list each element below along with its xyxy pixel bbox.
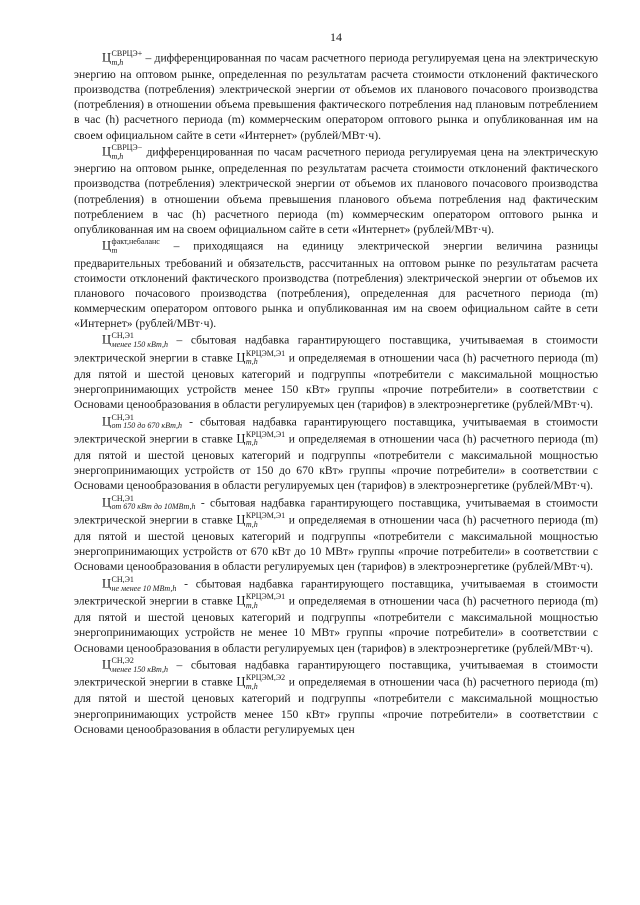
definition-text: – сбытовая надбавка гарантирующего поставщика, учитываемая в стоимости электрической энергии в ставке — [74, 333, 598, 364]
definition-text: – сбытовая надбавка гарантирующего поставщика, учитываемая в стоимости электрической энергии в ставке — [74, 658, 598, 689]
symbol-subscript: от 150 до 670 кВт,h — [111, 421, 183, 431]
symbol-subscript: менее 150 кВт,h — [111, 664, 168, 674]
symbol-base: Ц — [102, 332, 112, 347]
definition-text: – приходящаяся на единицу электрической энергии величина разницы предварительных требований и обязательств, рассчитанных на оптовом рынке по результатам расчета стоимости отклонений фактического производства (потребления) электрической энергии от объемов их планового почасового производства (потребления), определенная для расчетного периода (m) коммерческим оператором оптового рынка и опубликованная им на своем официальном сайте в сети «Интернет» (рублей/МВт·ч). — [74, 239, 598, 330]
definition-text: - сбытовая надбавка гарантирующего поставщика, учитываемая в стоимости электрической энергии в ставке — [74, 577, 598, 608]
symbol-base: Ц — [236, 512, 246, 527]
symbol-base: Ц — [236, 349, 246, 364]
symbol-base: Ц — [102, 50, 112, 65]
symbol-base: Ц — [102, 657, 112, 672]
price-symbol — [102, 657, 168, 674]
symbol-base: Ц — [236, 431, 246, 446]
symbol-superscript: СН,Э1 — [111, 493, 134, 503]
price-symbol — [102, 576, 176, 593]
definition-text: - сбытовая надбавка гарантирующего поставщика, учитываемая в стоимости электрической энергии в ставке — [74, 496, 598, 527]
symbol-superscript: КРЦЭМ,Э1 — [245, 592, 286, 602]
symbol-superscript: СВРЦЭ+ — [111, 49, 143, 58]
symbol-subscript: m,h — [111, 151, 124, 161]
symbol-base: Ц — [102, 238, 112, 253]
price-symbol — [102, 495, 195, 512]
symbol-subscript: m — [111, 245, 118, 255]
symbol-subscript: m,h — [245, 600, 258, 610]
price-symbol — [102, 144, 142, 161]
symbol-scripts — [246, 350, 285, 367]
price-symbol — [102, 414, 182, 431]
definition-text: и определяемая в отношении часа (h) расчетного периода (m) для пятой и шестой ценовых категорий и подгруппы «потребители с максимальной мощностью энергопринимающих устройств от 150 до 670 кВт» группы «прочие потребители» в соответствии с Основами ценообразования в области регулируемых цен (тарифов) в электроэнергетике (рублей/МВт·ч). — [74, 432, 598, 493]
symbol-base: Ц — [102, 576, 112, 591]
symbol-base: Ц — [102, 413, 112, 428]
definition-paragraph — [74, 576, 598, 656]
symbol-scripts — [112, 495, 196, 512]
symbol-scripts — [246, 593, 285, 610]
symbol-scripts — [246, 512, 285, 529]
symbol-subscript: m,h — [245, 519, 258, 529]
symbol-scripts — [112, 576, 177, 593]
definition-paragraph — [74, 332, 598, 412]
definition-text: и определяемая в отношении часа (h) расчетного периода (m) для пятой и шестой ценовых категорий и подгруппы «потребители с максимальной мощностью энергопринимающих устройств менее 150 кВт» группы «прочие потребители» в соответствии с Основами ценообразования в области регулируемых цен — [74, 675, 598, 736]
definition-paragraph — [74, 238, 598, 331]
definition-text: – дифференцированная по часам расчетного периода регулируемая цена на электрическую энергию на оптовом рынке, определенная по результатам расчета стоимости отклонений фактического производства (потребления) электрической энергии от объемов их планового почасового производства (потребления) в отношении объема превышения фактического потребления над плановым потреблением в час (h) расчетного периода (m) коммерческим оператором оптового рынка и опубликованная им на своем официальном сайте в сети «Интернет» (рублей/МВт·ч). — [74, 51, 598, 142]
symbol-superscript: СВРЦЭ− — [111, 143, 143, 153]
symbol-superscript: СН,Э1 — [111, 574, 134, 584]
symbol-superscript: КРЦЭМ,Э1 — [245, 348, 286, 358]
rate-symbol — [236, 593, 285, 610]
symbol-scripts — [112, 50, 143, 67]
symbol-superscript: СН,Э1 — [111, 412, 134, 422]
symbol-subscript: m,h — [111, 57, 124, 67]
symbol-base: Ц — [236, 674, 246, 689]
symbol-subscript: менее 150 кВт,h — [111, 340, 168, 350]
symbol-superscript: факт,небаланс — [111, 237, 160, 247]
definition-text: дифференцированная по часам расчетного периода регулируемая цена на электрическую энергию на оптовом рынке, определенная по результатам расчета стоимости отклонений фактического производства (потребления) электрической энергии от объемов их планового почасового производства (потребления) в отношении объема превышения планового объема потребления над фактическим потреблением в час (h) расчетного периода (m) коммерческим оператором оптового рынка и опубликованная им на своем официальном сайте в сети «Интернет» (рублей/МВт·ч). — [74, 145, 598, 236]
price-symbol — [102, 238, 160, 255]
symbol-superscript: КРЦЭМ,Э2 — [245, 673, 286, 683]
rate-symbol — [236, 674, 285, 691]
price-symbol — [102, 50, 142, 67]
definition-paragraph — [74, 657, 598, 737]
definition-text: и определяемая в отношении часа (h) расчетного периода (m) для пятой и шестой ценовых категорий и подгруппы «потребители с максимальной мощностью энергопринимающих устройств менее 150 кВт» группы «прочие потребители» в соответствии с Основами ценообразования в области регулируемых цен (тарифов) в электроэнергетике (рублей/МВт·ч). — [74, 350, 598, 412]
definition-paragraph — [74, 414, 598, 494]
rate-symbol — [236, 431, 285, 448]
document-body — [74, 50, 598, 737]
symbol-superscript: СН,Э1 — [111, 331, 134, 341]
price-symbol — [102, 332, 168, 349]
symbol-scripts — [112, 332, 168, 349]
symbol-superscript: СН,Э2 — [111, 656, 134, 666]
symbol-subscript: m,h — [245, 681, 258, 691]
definition-paragraph — [74, 50, 598, 143]
symbol-scripts — [246, 674, 285, 691]
symbol-scripts — [112, 144, 143, 161]
definition-text: - сбытовая надбавка гарантирующего поставщика, учитываемая в стоимости электрической энергии в ставке — [74, 414, 598, 446]
rate-symbol — [236, 350, 285, 367]
definition-paragraph — [74, 495, 598, 575]
page-number: 14 — [330, 30, 342, 44]
symbol-subscript: от 670 кВт до 10МВт,h — [111, 502, 196, 512]
definition-text: и определяемая в отношении часа (h) расчетного периода (m) для пятой и шестой ценовых категорий и подгруппы «потребители с максимальной мощностью энергопринимающих устройств не менее 10 МВт» группы «прочие потребители» в соответствии с Основами ценообразования в области регулируемых цен (тарифов) в электроэнергетике (рублей/МВт·ч). — [74, 594, 598, 655]
definition-paragraph — [74, 144, 598, 237]
symbol-scripts — [112, 414, 183, 431]
symbol-superscript: КРЦЭМ,Э1 — [245, 429, 286, 439]
symbol-base: Ц — [236, 593, 246, 608]
rate-symbol — [236, 512, 285, 529]
symbol-subscript: m,h — [245, 357, 258, 367]
symbol-scripts — [112, 238, 160, 255]
symbol-scripts — [246, 431, 285, 448]
symbol-subscript: m,h — [245, 438, 258, 448]
symbol-base: Ц — [102, 144, 112, 159]
definition-text: и определяемая в отношении часа (h) расчетного периода (m) для пятой и шестой ценовых категорий и подгруппы «потребители с максимальной мощностью энергопринимающих устройств от 670 кВт до 10 МВт» группы «прочие потребители» в соответствии с Основами ценообразования в области регулируемых цен (тарифов) в электроэнергетике (рублей/МВт·ч). — [74, 513, 598, 574]
symbol-subscript: не менее 10 МВт,h — [111, 583, 177, 593]
symbol-base: Ц — [102, 495, 112, 510]
symbol-superscript: КРЦЭМ,Э1 — [245, 510, 286, 520]
symbol-scripts — [112, 657, 168, 674]
